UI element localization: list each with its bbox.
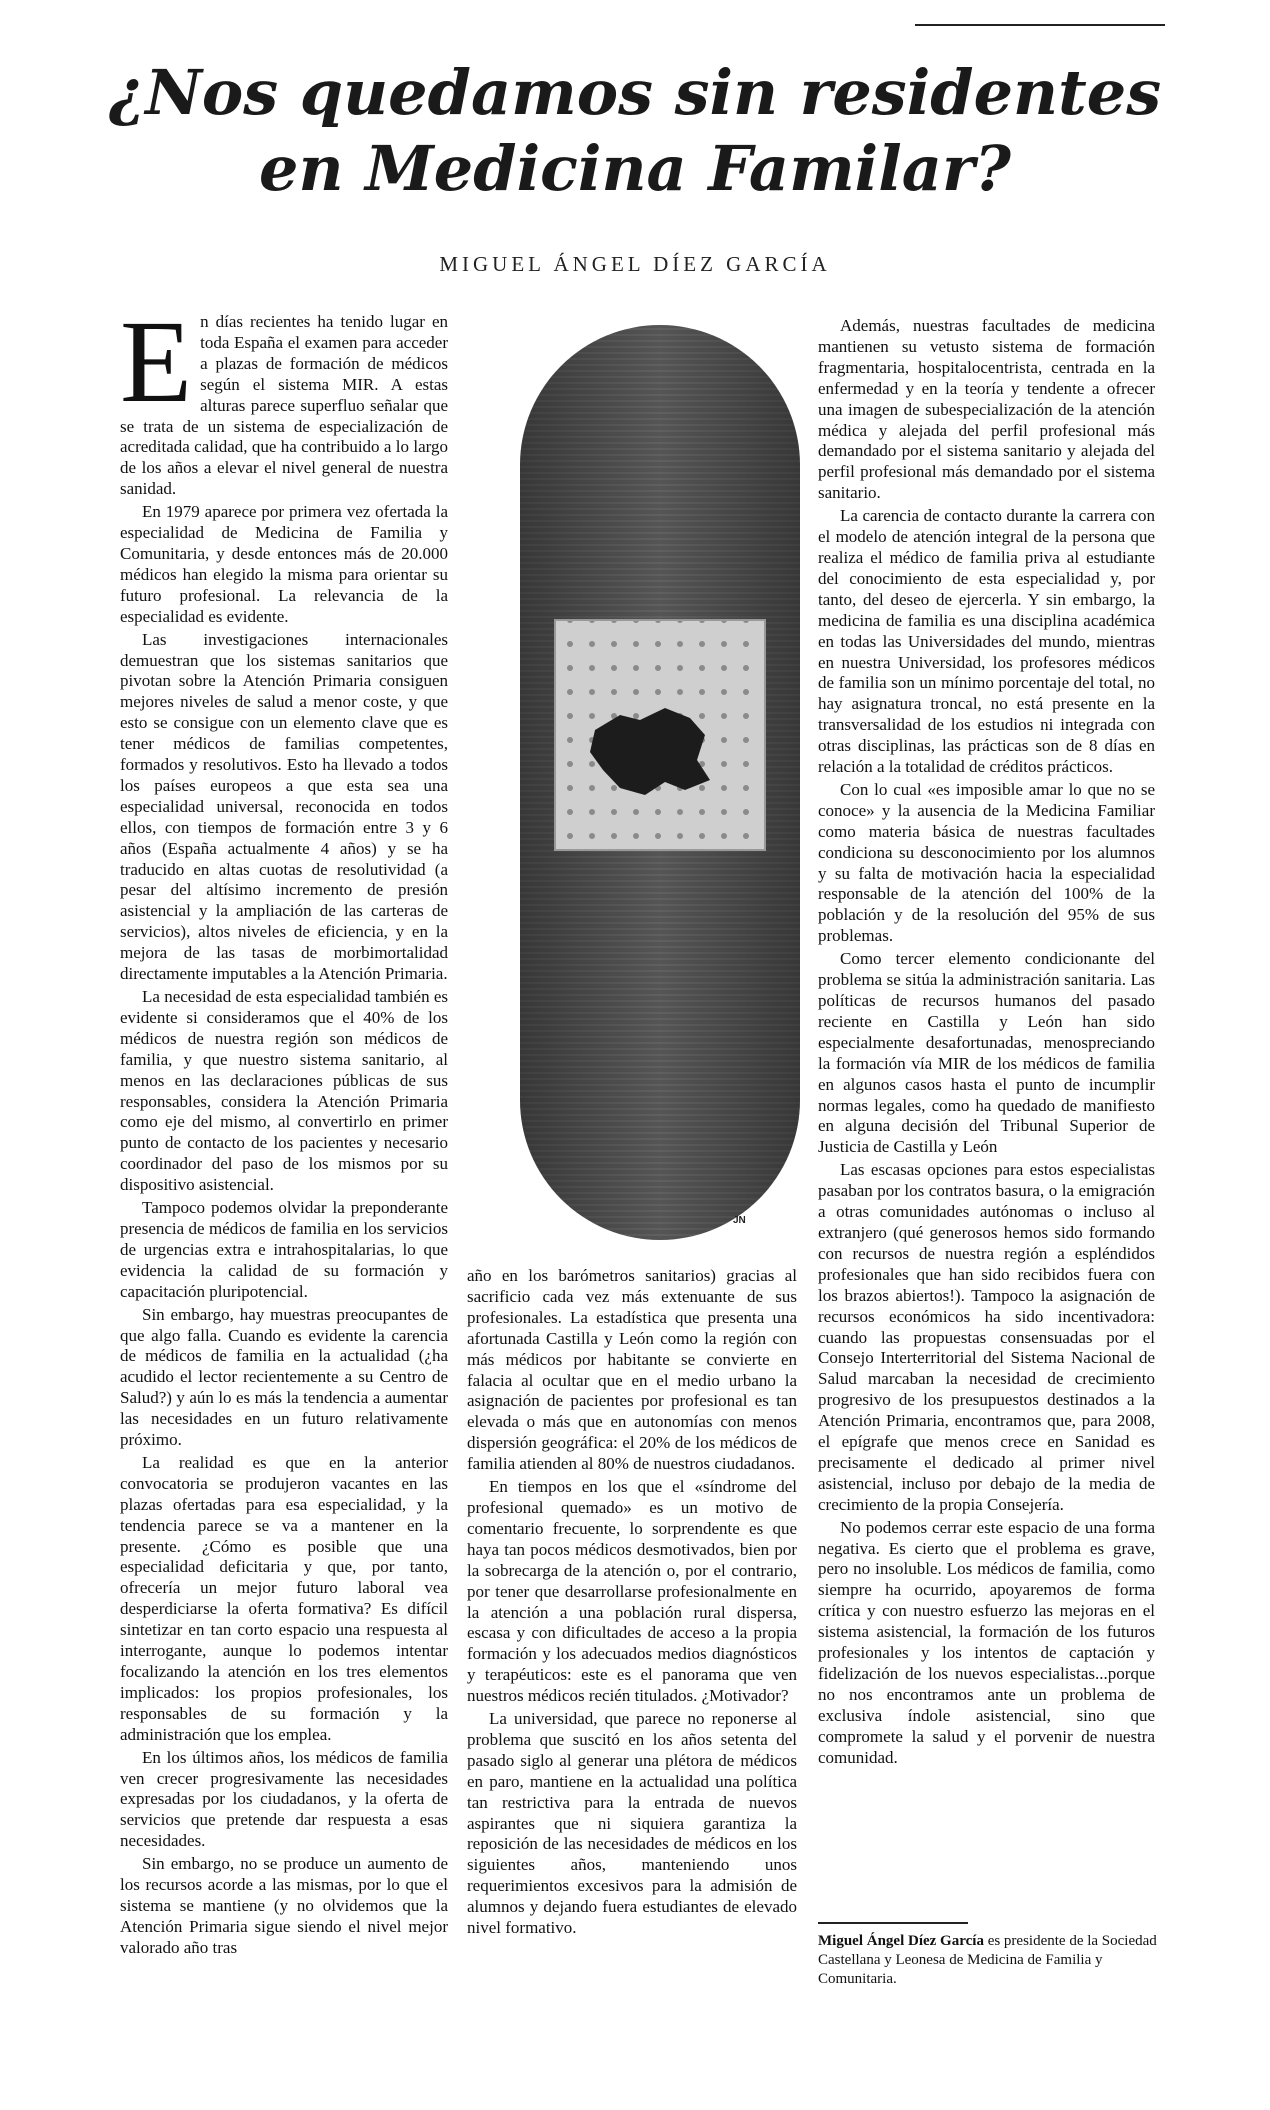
bio-text: es presidente de la Sociedad Castellana y Leonesa de Medicina de Familia y Comunitaria. xyxy=(818,1933,1157,1987)
paragraph: Las escasas opciones para estos especialistas pasaban por los contratos basura, o la emigración a otras comunidades autónomas o incluso al extranjero (qué generosos hemos sido formando con recursos de nuestra región a espléndidos profesionales que han sido recibidos fuera con los brazos abiertos!). Tampoco la asignación de recursos económicos ha sido incentivadora: cuando las propuestas consensuadas por el Consejo Interterritorial del Sistema Nacional de Salud marcaban la necesidad de crecimiento progresivo de los presupuestos destinados a la Atención Primaria, encontramos que, para 2008, el epígrafe que menos crece en Sanidad es precisamente el dedicado al primer nivel asistencial, incluso por debajo de la media de crecimiento de la propia Consejería. xyxy=(818,1160,1155,1514)
paragraph: En los últimos años, los médicos de familia ven crecer progresivamente las necesidades expresadas por los ciudadanos, y la oferta de servicios que pretende dar respuesta a esas necesidades. xyxy=(120,1747,448,1851)
paragraph: Sin embargo, hay muestras preocupantes de que algo falla. Cuando es evidente la carencia de médicos de familia en la actualidad (¿ha acudido el lector recientemente a su Centro de Salud?) y aún lo es más la tendencia a aumentar las necesidades en un futuro relativamente próximo. xyxy=(120,1304,448,1450)
top-rule xyxy=(915,24,1165,26)
paragraph: Además, nuestras facultades de medicina mantienen su vetusto sistema de formación fragmentaria, hospitalocentrista, centrada en la enfermedad y en la teoría y tendente a ofrecer una imagen de subespecialización de la atención médica y alejada del perfil profesional más demandado por el sistema sanitario y alejada del perfil profesional más demandado por el sistema sanitario. xyxy=(818,316,1155,503)
bandage-illustration xyxy=(515,320,805,1245)
image-credit: JN xyxy=(733,1215,746,1226)
paragraph: Como tercer elemento condicionante del problema se sitúa la administración sanitaria. Las políticas de recursos humanos del pasado reciente en Castilla y León han sido especialmente desafortunadas, menospreciando la formación vía MIR de los médicos de familia en algunos casos hasta el punto de incumplir normas legales, como ha quedado de manifiesto en alguna decisión del Tribunal Superior de Justicia de Castilla y León xyxy=(818,949,1155,1157)
title-line-2: en Medicina Familar? xyxy=(259,132,1011,205)
paragraph: Las investigaciones internacionales demuestran que los sistemas sanitarios que pivotan sobre la Atención Primaria consiguen mejores niveles de salud a menor coste, y que esto se consigue con un elemento clave que es tener médicos de familias competentes, formados y resolutivos. Esto ha llevado a todos los países europeos a que esta sea una especialidad universal, reconocida en todos ellos, con tiempos de formación entre 3 y 6 años (España actualmente 4 años) y se ha traducido en altas cuotas de resolutividad (a pesar del altísimo incremento de presión asistencial y la ampliación de las carteras de servicios), altos niveles de eficiencia, y en la mejora de las tasas de morbimortalidad directamente imputables a la Atención Primaria. xyxy=(120,629,448,984)
article-column-3 xyxy=(818,316,1155,1771)
author-bio xyxy=(818,1932,1163,1989)
paragraph: Tampoco podemos olvidar la preponderante presencia de médicos de familia en los servicios de urgencias extra e intrahospitalarias, lo que evidencia la calidad de su formación y capacitación pluripotencial. xyxy=(120,1198,448,1301)
paragraph: La universidad, que parece no reponerse al problema que suscitó en los años setenta del pasado siglo al generar una plétora de médicos en paro, mantiene en la actualidad una política tan restrictiva para la entrada de nuevos aspirantes que ni siquiera garantiza la reposición de las necesidades de médicos en los siguientes años, manteniendo unos requerimientos excesivos para la admisión de alumnos y dejando fuera estudiantes de elevado nivel formativo. xyxy=(467,1709,797,1938)
paragraph: La realidad es que en la anterior convocatoria se produjeron vacantes en las plazas ofertadas para esa especialidad, y la tendencia parece se va a mantener en la presente. ¿Cómo es posible que una especialidad deficitaria y que, por tanto, ofrecería un mejor futuro laboral vea desperdiciarse la oferta formativa? Es difícil sintetizar en tan corto espacio una respuesta al interrogante, aunque lo podemos intentar focalizando la atención en los tres elementos implicados: los propios profesionales, los responsables de su formación y la administración que los emplea. xyxy=(120,1452,448,1744)
paragraph: La necesidad de esta especialidad también es evidente si consideramos que el 40% de los médicos de nuestra región son médicos de familia, y que nuestro sistema sanitario, al menos en las declaraciones públicas de sus responsables, considera la Atención Primaria como eje del mismo, al convertirlo en primer punto de contacto de los pacientes y necesario coordinador del paso de los mismos por su dispositivo asistencial. xyxy=(120,987,448,1195)
paragraph: La carencia de contacto durante la carrera con el modelo de atención integral de la persona que realiza el médico de familia priva al estudiante del conocimiento de esta especialidad y, por tanto, del deseo de ejercerla. Y sin embargo, la medicina de familia es una disciplina académica en todas las Universidades del mundo, mientras en nuestra Universidad, los profesores médicos de familia son un mínimo porcentaje del total, no hay asignatura troncal, no está presente en la transversalidad de los estudios ni integrada con otras disciplinas, las prácticas son de 8 días en relación a la totalidad de créditos prácticos. xyxy=(818,506,1155,777)
article-title xyxy=(60,55,1210,207)
bio-rule xyxy=(818,1922,968,1924)
paragraph: Sin embargo, no se produce un aumento de los recursos acorde a las mismas, por lo que el sistema se mantiene (y no olvidemos que la Atención Primaria sigue siendo el nivel mejor valorado año tras xyxy=(120,1854,448,1957)
paragraph: No podemos cerrar este espacio de una forma negativa. Es cierto que el problema es grave, pero no insoluble. Los médicos de familia, como siempre ha ocurrido, apoyaremos de forma crítica y con nuestro esfuerzo las mejoras en el sistema asistencial, la formación de los futuros profesionales y los intentos de captación y fidelización de los nuevos especialistas...porque no nos encontramos ante un problema de exclusiva índole asistencial, sino que compromete la salud y el porvenir de nuestra comunidad. xyxy=(818,1517,1155,1767)
article-column-2 xyxy=(467,1266,797,1941)
paragraph: En 1979 aparece por primera vez ofertada la especialidad de Medicina de Familia y Comunitaria, y desde entonces más de 20.000 médicos han elegido la misma para orientar su futuro profesional. La relevancia de la especialidad es evidente. xyxy=(120,502,448,626)
title-line-1: ¿Nos quedamos sin residentes xyxy=(108,56,1162,129)
paragraph: año en los barómetros sanitarios) gracias al sacrificio cada vez más extenuante de sus profesionales. La estadística que presenta una afortunada Castilla y León como la región con más médicos por habitante se convierte en falacia al ocultar que en el medio urbano la asignación de pacientes por profesional es tan elevada o más que en autonomías con menos dispersión geográfica: el 20% de los médicos de familia atienden al 80% de nuestros ciudadanos. xyxy=(467,1266,797,1474)
paragraph: Con lo cual «es imposible amar lo que no se conoce» y la ausencia de la Medicina Familiar como materia básica de nuestras facultades condiciona su desconocimiento por los alumnos y su falta de motivación hacia la especialidad responsable de la atención del 100% de la población y de la resolución del 95% de sus problemas. xyxy=(818,779,1155,946)
byline: MIGUEL ÁNGEL DÍEZ GARCÍA xyxy=(439,252,831,276)
paragraph: En días recientes ha tenido lugar en toda España el examen para acceder a plazas de formación de médicos según el sistema MIR. A estas alturas parece superfluo señalar que se trata de un sistema de especialización de acreditada calidad, que ha contribuido a lo largo de los años a elevar el nivel general de nuestra sanidad. xyxy=(120,296,448,499)
article-column-1 xyxy=(120,296,448,1961)
bio-name: Miguel Ángel Díez García xyxy=(818,1933,984,1949)
paragraph: En tiempos en los que el «síndrome del profesional quemado» es un motivo de comentario frecuente, lo sorprendente es que haya tan pocos médicos desmotivados, bien por la sobrecarga de la atención o, por el contrario, por tener que desarrollarse profesionalmente en la atención a una población rural dispersa, escasa y con dificultades de acceso a la propia formación y los adecuados medios diagnósticos y terapéuticos: este es el panorama que ven nuestros médicos recién titulados. ¿Motivador? xyxy=(467,1477,797,1706)
drop-cap: E xyxy=(120,296,193,427)
